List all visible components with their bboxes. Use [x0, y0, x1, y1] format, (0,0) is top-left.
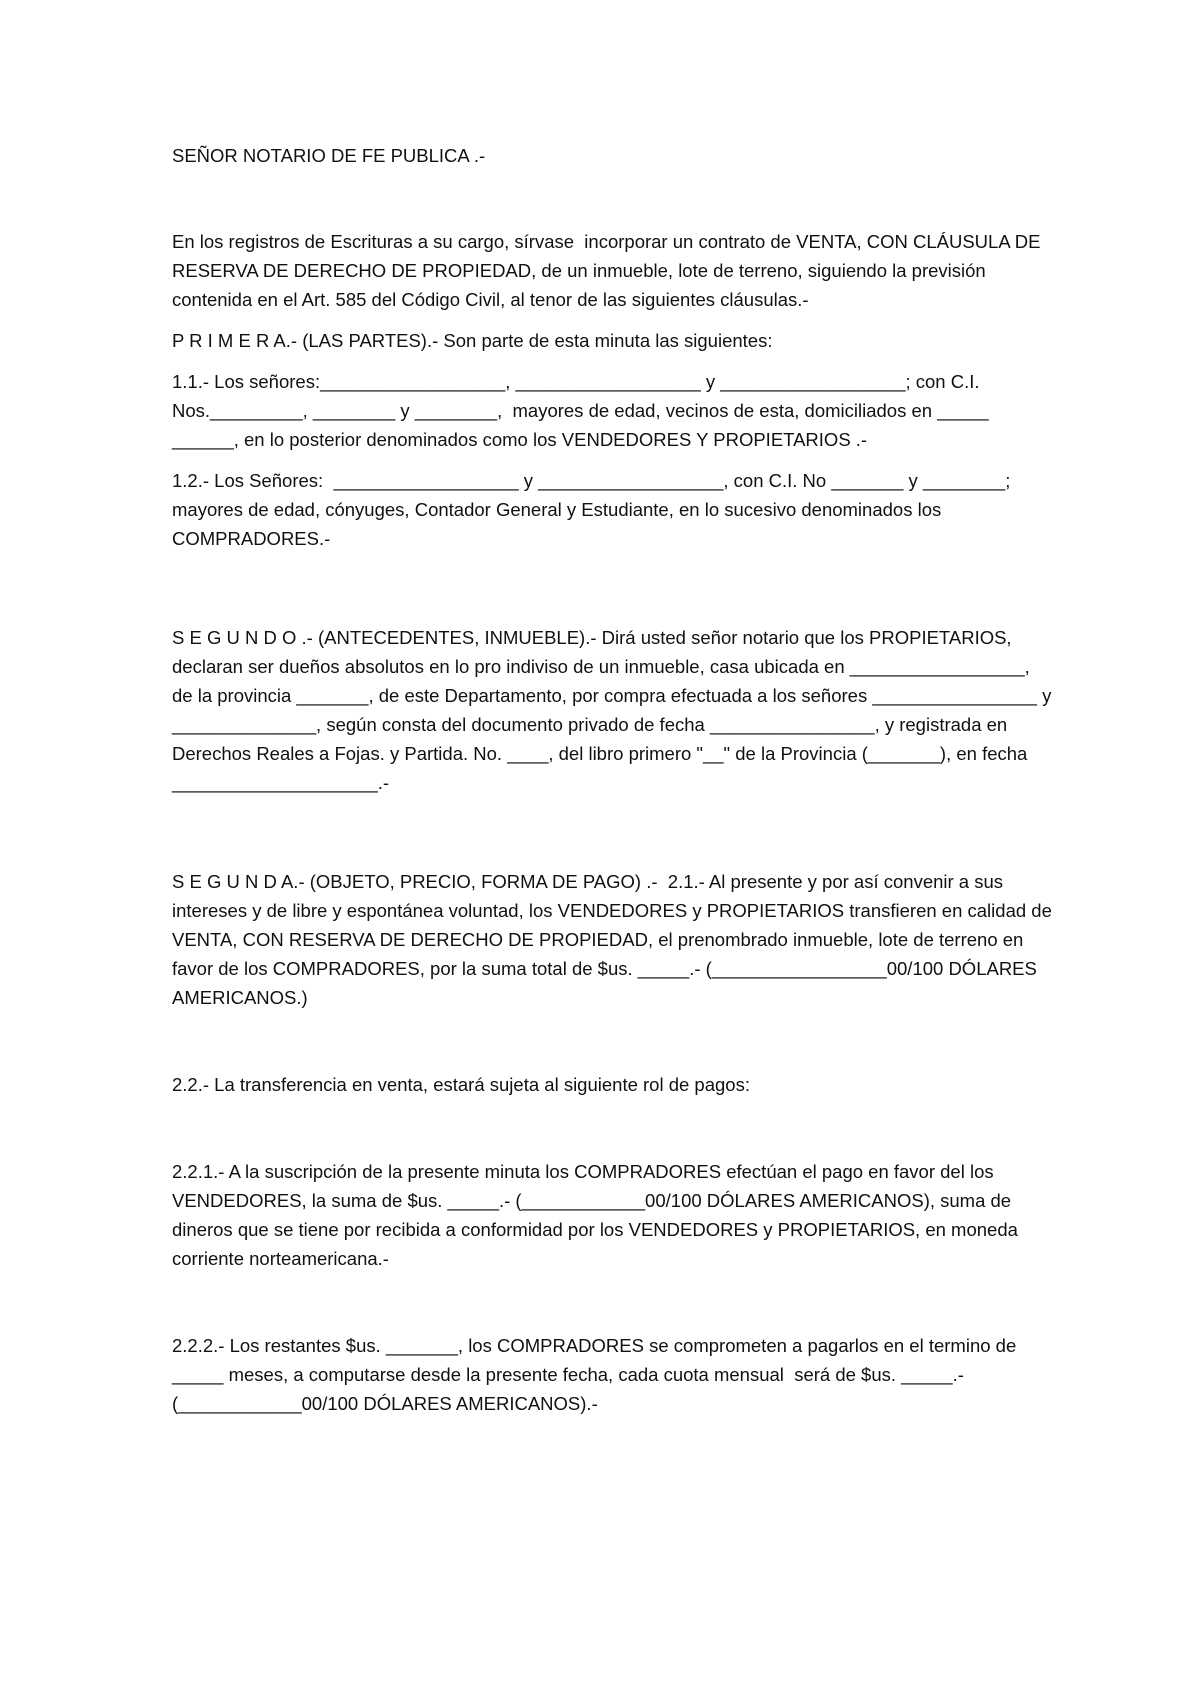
clause-segunda-objeto: S E G U N D A.- (OBJETO, PRECIO, FORMA DE PAGO) .- 2.1.- Al presente y por así convenir a sus intereses y de libre y espontánea voluntad, los VENDEDORES y PROPIETARIOS transfieren en calidad de VENTA, CON RESERVA DE DERECHO DE PROPIEDAD, el prenombrado inmueble, lote de terreno en favor de los COMPRADORES, por la suma total de $us. _____.- (_________________00/100 DÓLARES AMERICANOS.): [172, 871, 1058, 1008]
document-page: [172, 141, 1058, 1418]
clause-2-2-payment-schedule: 2.2.- La transferencia en venta, estará sujeta al siguiente rol de pagos:: [172, 1074, 750, 1095]
intro-paragraph: En los registros de Escrituras a su cargo, sírvase incorporar un contrato de VENTA, CON CLÁUSULA DE RESERVA DE DERECHO DE PROPIEDAD, de un inmueble, lote de terreno, siguiendo la previsión contenida en el Art. 585 del Código Civil, al tenor de las siguientes cláusulas.-: [172, 231, 1046, 310]
clause-1-2-buyers: 1.2.- Los Señores: __________________ y __________________, con C.I. No _______ y ________; mayores de edad, cónyuges, Contador General y Estudiante, en lo sucesivo denominados los COMPRADORES.-: [172, 470, 1016, 549]
clause-primera-title: P R I M E R A.- (LAS PARTES).- Son parte de esta minuta las siguientes:: [172, 330, 773, 351]
clause-segundo-antecedentes: S E G U N D O .- (ANTECEDENTES, INMUEBLE).- Dirá usted señor notario que los PROPIETARIOS, declaran ser dueños absolutos en lo pro indiviso de un inmueble, casa ubicada en _________________, de la provincia _______, de este Departamento, por compra efectuada a los señores ________________ y ______________, según consta del documento privado de fecha ________________, y registrada en Derechos Reales a Fojas. y Partida. No. ____, del libro primero "__" de la Provincia (_______), en fecha ____________________.-: [172, 627, 1057, 793]
clause-1-1-sellers: 1.1.- Los señores:__________________, __________________ y __________________; con C.I. Nos._________, ________ y ________, mayores de edad, vecinos de esta, domiciliados en _____ ______, en lo posterior denominados como los VENDEDORES Y PROPIETARIOS .-: [172, 371, 994, 450]
clause-2-2-1-initial-payment: 2.2.1.- A la suscripción de la presente minuta los COMPRADORES efectúan el pago en favor del los VENDEDORES, la suma de $us. _____.- (____________00/100 DÓLARES AMERICANOS), suma de dineros que se tiene por recibida a conformidad por los VENDEDORES y PROPIETARIOS, en moneda corriente norteamericana.-: [172, 1161, 1024, 1269]
document-heading: SEÑOR NOTARIO DE FE PUBLICA .-: [172, 145, 486, 166]
clause-2-2-2-remaining-payment: 2.2.2.- Los restantes $us. _______, los COMPRADORES se comprometen a pagarlos en el termino de _____ meses, a computarse desde la presente fecha, cada cuota mensual será de $us. _____.- (____________00/100 DÓLARES AMERICANOS).-: [172, 1335, 1022, 1414]
